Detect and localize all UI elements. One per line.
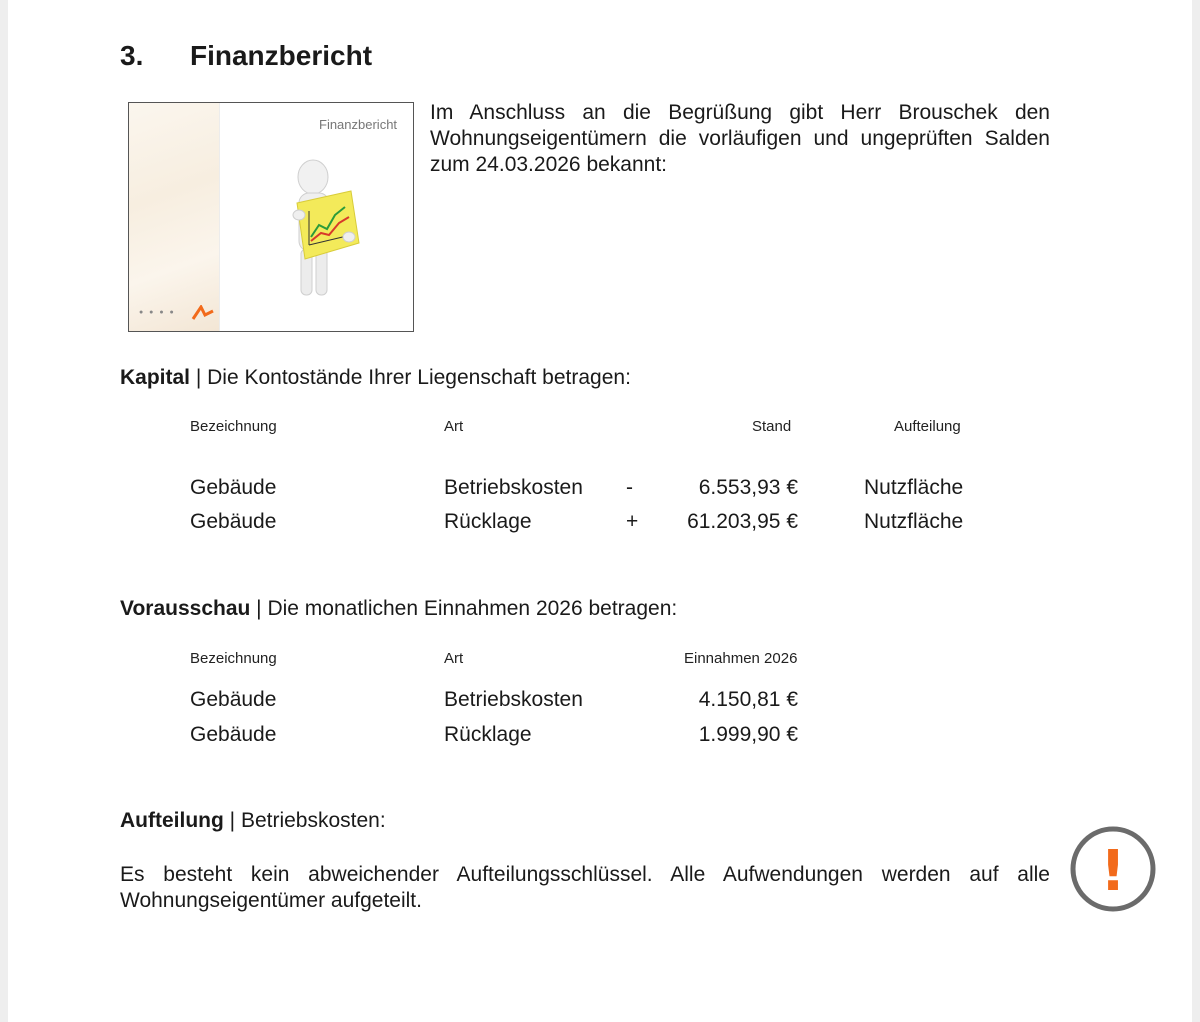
vorausschau-row-art: Rücklage	[444, 723, 532, 746]
kapital-col-aufteilung: Aufteilung	[894, 418, 961, 435]
kapital-row-aufteilung: Nutzfläche	[864, 476, 964, 499]
vorausschau-heading	[120, 597, 677, 621]
warning-symbol: !	[1100, 839, 1126, 904]
kapital-row-stand: 6.553,93 €	[698, 476, 798, 499]
kapital-row-stand: 61.203,95 €	[687, 510, 798, 533]
document-page	[8, 0, 1192, 1022]
aufteilung-label: Aufteilung	[120, 809, 224, 832]
kapital-separator: |	[190, 366, 208, 389]
kapital-row-bezeichnung: Gebäude	[190, 510, 277, 533]
vorausschau-label: Vorausschau	[120, 597, 251, 620]
thumbnail-background-pattern	[129, 103, 220, 331]
aufteilung-note: Es besteht kein abweichender Aufteilungsschlüssel. Alle Aufwendungen werden auf alle Wohnungseigentümer aufgeteilt.	[120, 863, 1050, 912]
vorausschau-row-einnahmen: 1.999,90 €	[698, 723, 798, 746]
vorausschau-col-einnahmen: Einnahmen 2026	[684, 650, 798, 667]
kapital-row-art: Rücklage	[444, 510, 532, 533]
vorausschau-col-art: Art	[444, 650, 464, 667]
vorausschau-row-einnahmen: 4.150,81 €	[698, 688, 798, 711]
slide-thumbnail	[128, 102, 414, 332]
thumbnail-title: Finanzbericht	[319, 117, 398, 132]
section-title: Finanzbericht	[190, 40, 373, 71]
vorausschau-separator: |	[250, 597, 268, 620]
warning-exclamation-icon	[1070, 826, 1156, 912]
kapital-col-art: Art	[444, 418, 464, 435]
kapital-col-stand: Stand	[752, 418, 792, 435]
kapital-text: Die Kontostände Ihrer Liegenschaft betragen:	[207, 366, 631, 389]
aufteilung-heading	[120, 809, 386, 833]
thumbnail-logo-strip: ● ● ● ●	[139, 309, 176, 316]
vorausschau-row-bezeichnung: Gebäude	[190, 688, 277, 711]
kapital-row-art: Betriebskosten	[444, 476, 583, 499]
kapital-heading	[120, 366, 631, 390]
kapital-row-sign: +	[626, 510, 639, 533]
vorausschau-text: Die monatlichen Einnahmen 2026 betragen:	[267, 597, 678, 620]
aufteilung-text: Betriebskosten:	[240, 809, 386, 832]
vorausschau-row-bezeichnung: Gebäude	[190, 723, 277, 746]
brand-logo-icon	[191, 305, 215, 321]
kapital-row-bezeichnung: Gebäude	[190, 476, 277, 499]
presenter-with-chart-icon	[279, 155, 369, 305]
kapital-label: Kapital	[120, 366, 191, 389]
section-number: 3.	[120, 40, 144, 71]
vorausschau-col-bezeichnung: Bezeichnung	[190, 650, 277, 667]
kapital-row-aufteilung: Nutzfläche	[864, 510, 964, 533]
aufteilung-separator: |	[223, 809, 241, 832]
vorausschau-row-art: Betriebskosten	[444, 688, 583, 711]
kapital-col-bezeichnung: Bezeichnung	[190, 418, 277, 435]
intro-paragraph: Im Anschluss an die Begrüßung gibt Herr Brouschek den Wohnungseigentümern die vorläufigen und ungeprüften Salden zum 24.03.2026 bekannt:	[430, 101, 1050, 176]
kapital-row-sign: -	[626, 476, 633, 499]
